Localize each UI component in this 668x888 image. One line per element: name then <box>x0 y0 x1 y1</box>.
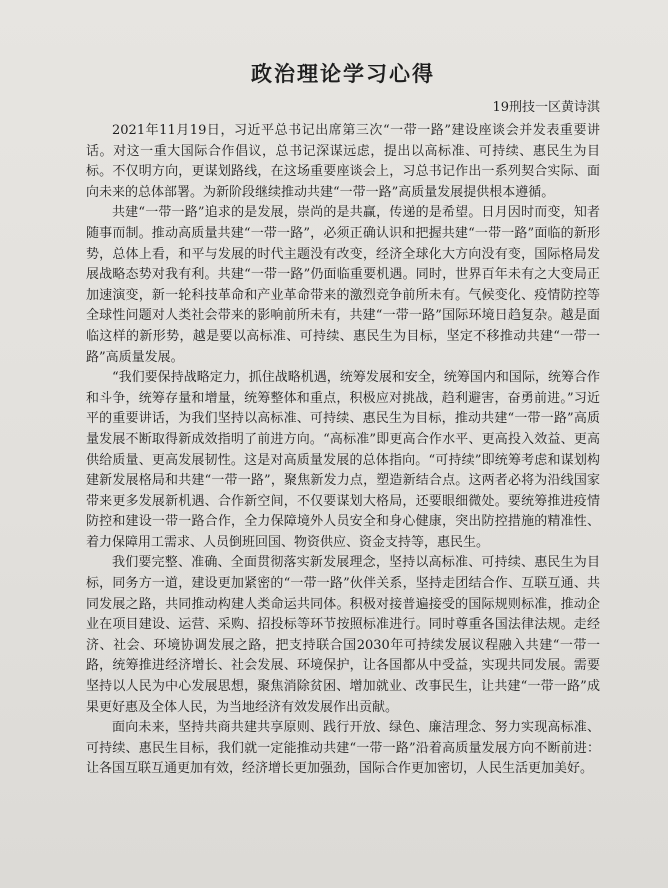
paragraph-1: 2021年11月19日，习近平总书记出席第三次“一带一路”建设座谈会并发表重要讲话。对这一重大国际合作倡议，总书记深谋远虑，提出以高标准、可持续、惠民生为目标。不仅明方向，更谋划路线，在这场重要座谈会上，习总书记作出一系列契合实际、面向未来的总体部署。为新阶段继续推动共建“一带一路”高质量发展提供根本遵循。 <box>86 123 600 200</box>
document-title: 政治理论学习心得 <box>251 61 435 86</box>
author-line: 19刑技一区黄诗淇 <box>492 100 600 115</box>
paragraph-3: “我们要保持战略定力，抓住战略机遇，统筹发展和安全，统筹国内和国际，统筹合作和斗争，统筹存量和增量，统筹整体和重点，积极应对挑战，趋利避害，奋勇前进。”习近平的重要讲话，为我们坚持以高标准、可持续、惠民生为目标，推动共建“一带一路”高质量发展不断取得新成效指明了前进方向。“高标准”即更高合作水平、更高投入效益、更高供给质量、更高发展韧性。这是对高质量发展的总体指向。“可持续”即统筹考虑和谋划构建新发展格局和共建“一带一路”，聚焦新发力点，塑造新结合点。这两者必将为沿线国家带来更多发展新机遇、合作新空间，不仅要谋划大格局，还要眼细微处。要统筹推进疫情防控和建设一带一路合作，全力保障境外人员安全和身心健康，突出防控措施的精准性、着力保障用工需求、人员倒班回国、物资供应、资金支持等，惠民生。 <box>86 370 600 550</box>
paragraph-4: 我们要完整、准确、全面贯彻落实新发展理念，坚持以高标准、可持续、惠民生为目标，同务方一道，建设更加紧密的“一带一路”伙伴关系，坚持走团结合作、互联互通、共同发展之路，共同推动构建人类命运共同体。积极对接普遍接受的国际规则标准，推动企业在项目建设、运营、采购、招投标等环节按照标准进行。同时尊重各国法律法规。走经济、社会、环境协调发展之路，把支持联合国2030年可持续发展议程融入共建“一带一路，统筹推进经济增长、社会发展、环境保护，让各国都从中受益，实现共同发展。需要坚持以人民为中心发展思想，聚焦消除贫困、增加就业、改事民生，让共建“一带一路”成果更好惠及全体人民，为当地经济有效发展作出贡献。 <box>86 555 600 715</box>
paragraph-2: 共建“一带一路”追求的是发展，崇尚的是共赢，传递的是希望。日月因时而变，知者随事而制。推动高质量共建“一带一路”，必须正确认识和把握共建“一带一路”面临的新形势，总体上看，和平与发展的时代主题没有改变，经济全球化大方向没有变，国际格局发展战略态势对我有利。共建“一带一路”仍面临重要机遇。同时，世界百年未有之大变局正加速演变，新一轮科技革命和产业革命带来的激烈竞争前所未有。气候变化、疫情防控等全球性问题对人类社会带来的影响前所未有，共建“一带一路”国际环境日趋复杂。越是面临这样的新形势，越是要以高标准、可持续、惠民生为目标，坚定不移推动共建“一带一路”高质量发展。 <box>86 205 600 365</box>
paragraph-5: 面向未来，坚持共商共建共享原则、践行开放、绿色、廉洁理念、努力实现高标准、可持续、惠民生目标，我们就一定能推动共建“一带一路”沿着高质量发展方向不断前进：让各国互联互通更加有效，经济增长更加强劲，国际合作更加密切，人民生活更加美好。 <box>86 720 600 777</box>
